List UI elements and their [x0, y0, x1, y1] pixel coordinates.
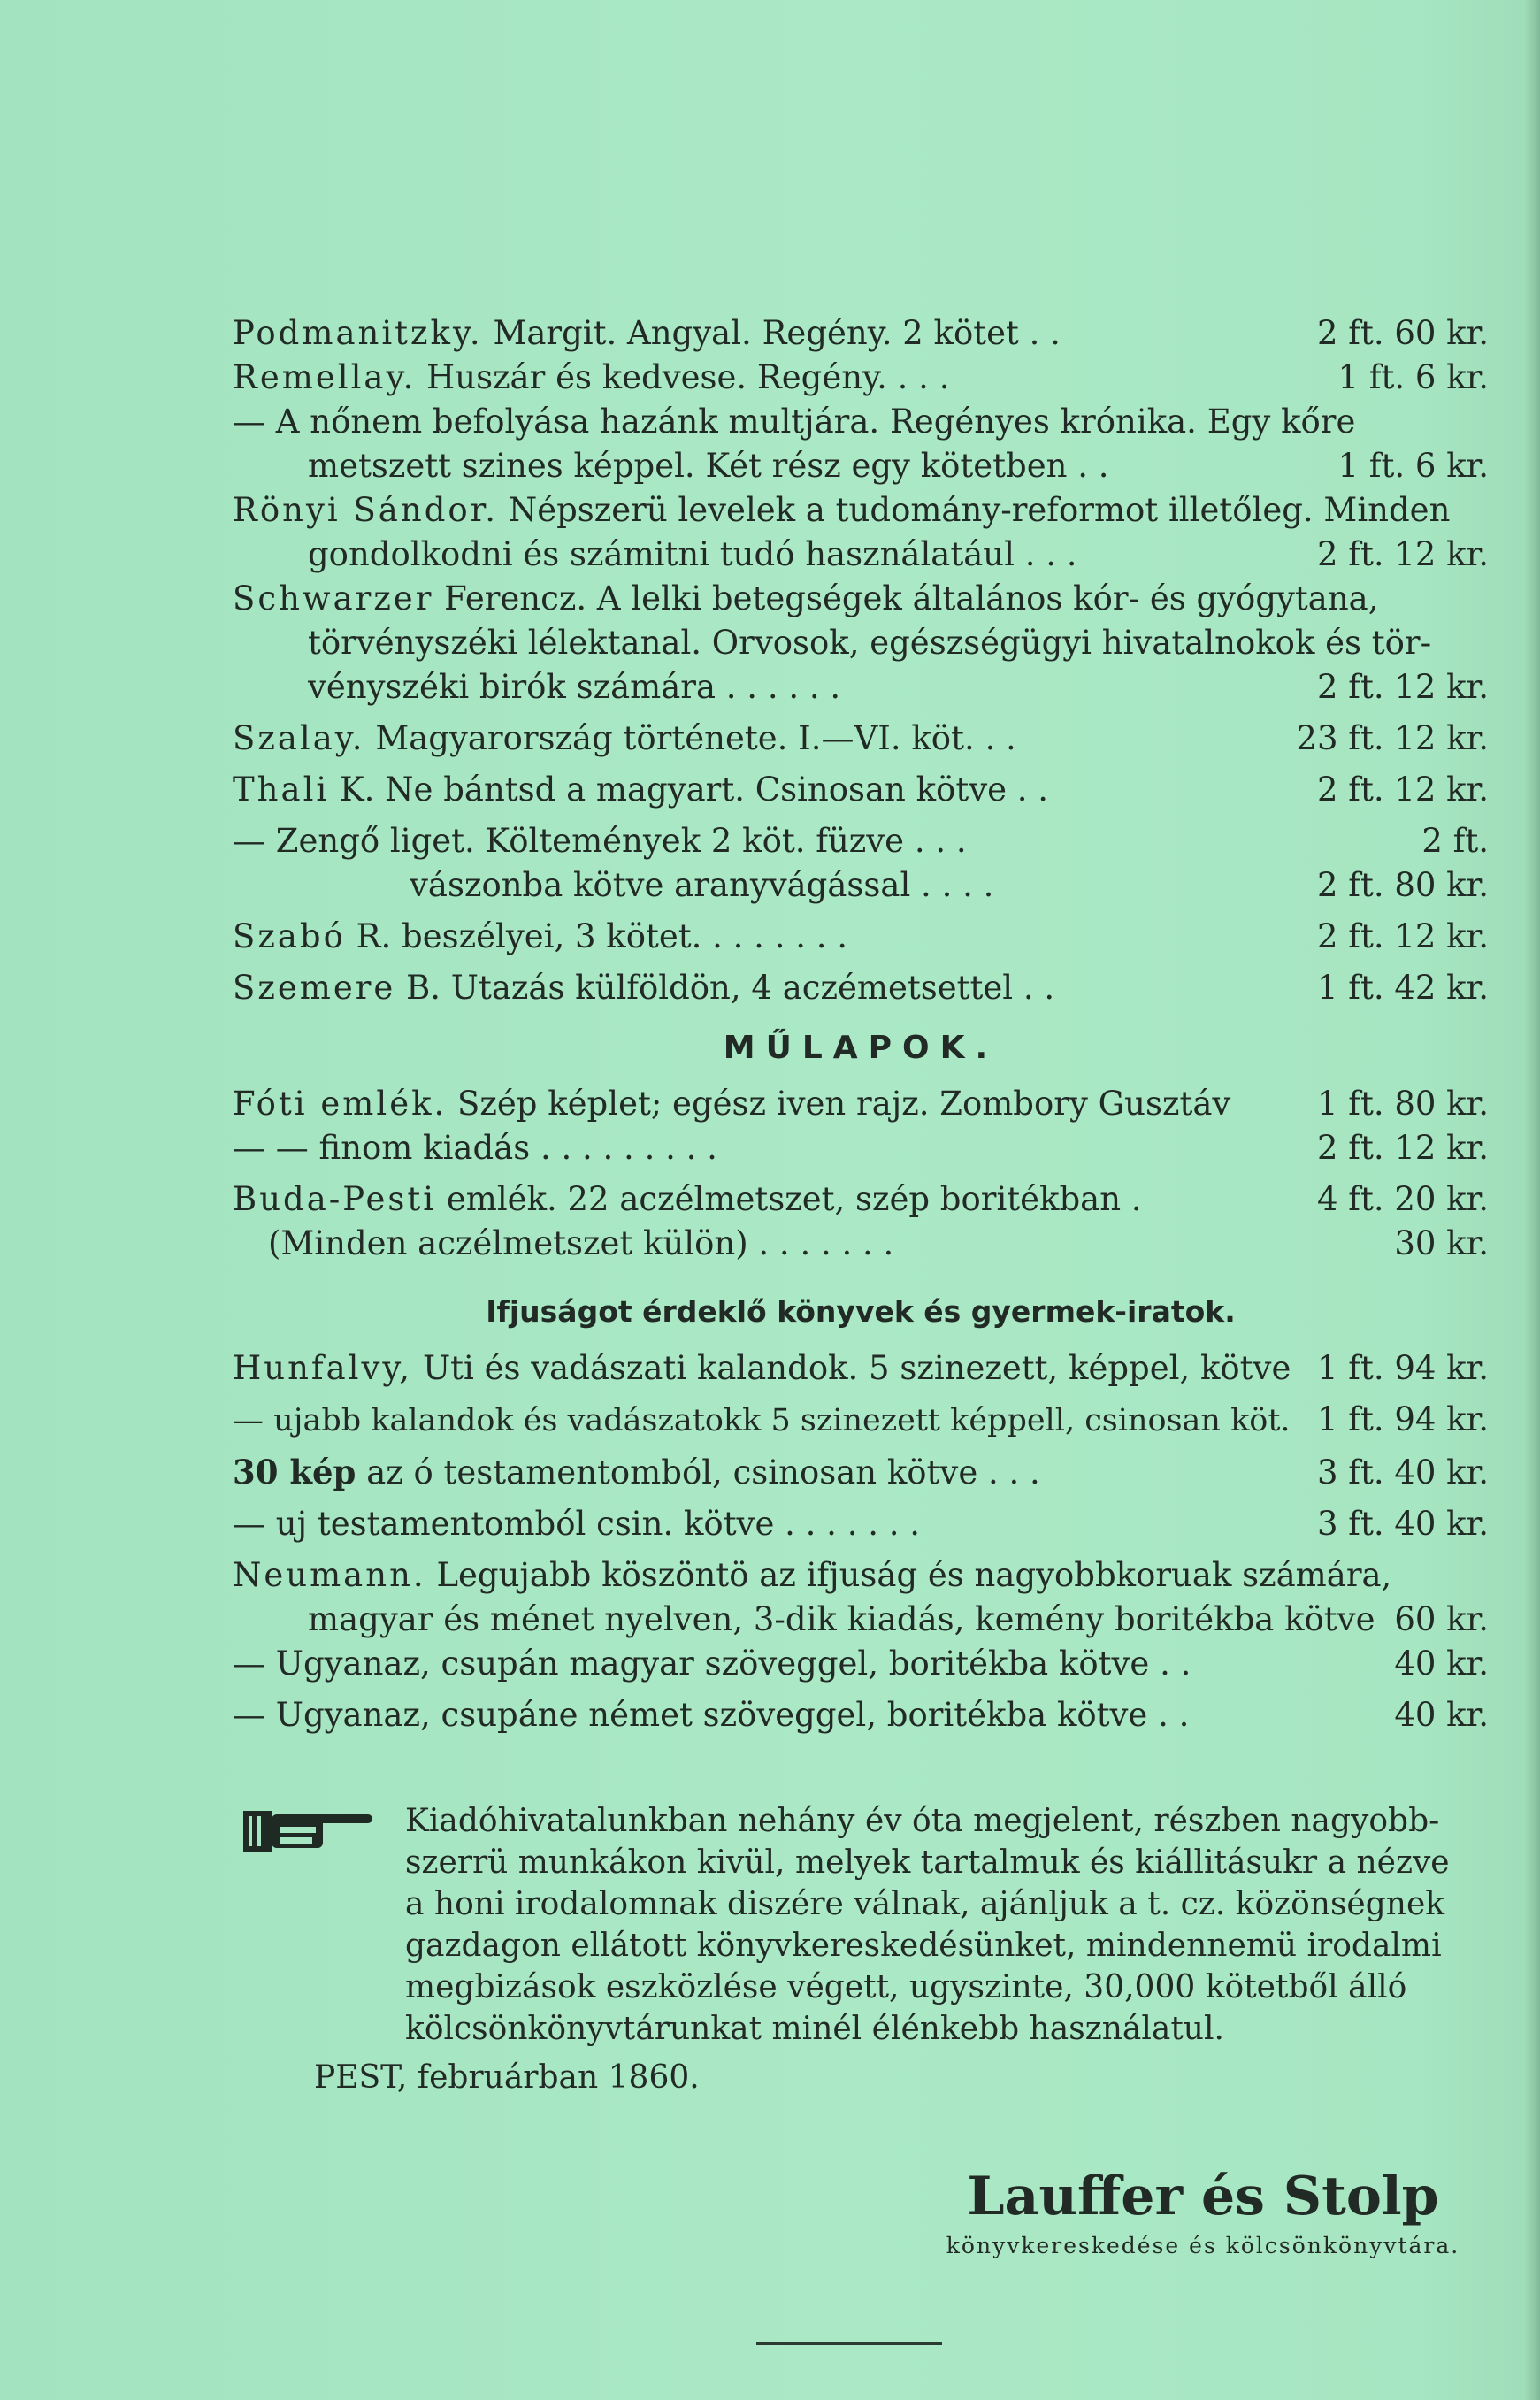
notice-line: kölcsönkönyvtárunkat minél élénkebb használatul. [405, 2011, 1224, 2047]
entry-author: Hunfalvy, [233, 1349, 413, 1387]
entry-title-continued: vászonba kötve aranyvágással . . . . [410, 866, 994, 904]
entry-bold-title: 30 kép [233, 1453, 356, 1491]
notice-line: szerrü munkákon kivül, melyek tartalmuk és kiállitásukr a nézve [405, 1844, 1450, 1881]
catalog-entry [233, 1177, 1489, 1222]
entry-title-continued: törvényszéki lélektanal. Orvosok, egészségügyi hivatalnokok és tör- [308, 624, 1432, 662]
entry-price: 1 ft. 42 kr. [1316, 969, 1489, 1007]
entry-author: Schwarzer [233, 579, 434, 617]
entry-price: 2 ft. [1421, 822, 1489, 860]
entry-title: B. Utazás külföldön, 4 aczémetsettel . . [406, 969, 1055, 1007]
catalog-entry [233, 1222, 1489, 1266]
entry-author: Thali [233, 771, 330, 809]
publisher-name: Lauffer és Stolp [967, 2166, 1439, 2227]
catalog-entry [233, 488, 1489, 577]
entry-price: 2 ft. 80 kr. [1316, 866, 1489, 904]
publisher-notice [233, 1800, 1489, 2050]
catalog-entry [233, 1450, 1489, 1495]
entry-title: az ó testamentomból, csinosan kötve . . . [366, 1453, 1040, 1491]
publisher-subtitle: könyvkereskedése és kölcsönkönyvtára. [946, 2233, 1460, 2258]
place-date: PEST, februárban 1860. [314, 2059, 700, 2096]
section-heading-mulapok: MŰLAPOK. [723, 1030, 999, 1066]
entry-title: — Ugyanaz, csupán magyar szöveggel, boritékba kötve . . [233, 1645, 1191, 1683]
entry-author: Rönyi Sándor. [233, 491, 499, 529]
catalog-entry [233, 577, 1489, 709]
entry-price: 2 ft. 12 kr. [1316, 668, 1489, 706]
catalog-entry [233, 966, 1489, 1010]
entry-price: 2 ft. 12 kr. [1316, 771, 1489, 809]
entry-author: Fóti emlék. [233, 1085, 448, 1123]
page-spine-shadow [1524, 0, 1540, 2400]
entry-price: 3 ft. 40 kr. [1316, 1453, 1489, 1491]
entry-title: (Minden aczélmetszet külön) . . . . . . . [268, 1224, 894, 1262]
entry-title: Magyarország története. I.—VI. köt. . . [375, 719, 1016, 757]
entry-price: 2 ft. 12 kr. [1316, 917, 1489, 955]
entry-author: Szabó [233, 917, 346, 955]
entry-author: Podmanitzky. [233, 314, 483, 352]
entry-title: — ujabb kalandok és vadászatokk 5 szinezett képpell, csinosan köt. [233, 1403, 1291, 1438]
notice-line: Kiadóhivatalunkban nehány év óta megjelent, részben nagyobb- [405, 1803, 1440, 1839]
entry-title-continued: gondolkodni és számitni tudó használatául . . . [308, 535, 1077, 573]
entry-price: 2 ft. 12 kr. [1316, 535, 1489, 573]
catalog-entry [233, 1082, 1489, 1126]
entry-price: 2 ft. 60 kr. [1316, 314, 1489, 352]
catalog-listing [233, 311, 1489, 1737]
catalog-entry [233, 1642, 1489, 1686]
catalog-entry [233, 311, 1489, 356]
entry-title: — A nőnem befolyása hazánk multjára. Regényes krónika. Egy kőre [233, 403, 1356, 441]
entry-title: — Ugyanaz, csupáne német szöveggel, boritékba kötve . . [233, 1696, 1190, 1734]
catalog-entry [233, 1693, 1489, 1737]
entry-author: Szemere [233, 969, 396, 1007]
entry-title: Népszerü levelek a tudomány-reformot illetőleg. Minden [508, 491, 1451, 529]
entry-author: Szalay. [233, 719, 365, 757]
notice-line: a honi irodalomnak diszére válnak, ajánljuk a t. cz. közönségnek [405, 1886, 1445, 1922]
entry-price: 40 kr. [1394, 1645, 1489, 1683]
entry-price: 2 ft. 12 kr. [1316, 1129, 1489, 1167]
entry-price: 1 ft. 94 kr. [1316, 1400, 1489, 1438]
entry-author: Buda-Pesti [233, 1180, 437, 1218]
entry-price: 40 kr. [1394, 1696, 1489, 1734]
entry-title-continued: metszett szines képpel. Két rész egy kötetben . . [308, 447, 1109, 485]
entry-price: 1 ft. 6 kr. [1337, 358, 1489, 396]
entry-title-continued: magyar és ménet nyelven, 3-dik kiadás, kemény boritékba kötve [308, 1600, 1375, 1638]
entry-title: Margit. Angyal. Regény. 2 kötet . . [493, 314, 1061, 352]
entry-title: — uj testamentomból csin. kötve . . . . . . . [233, 1505, 921, 1543]
divider-rule [756, 2342, 942, 2345]
catalog-entry [233, 768, 1489, 812]
entry-price: 4 ft. 20 kr. [1316, 1180, 1489, 1218]
entry-title: Szép képlet; egész iven rajz. Zombory Gusztáv [457, 1085, 1231, 1123]
entry-price: 60 kr. [1394, 1600, 1489, 1638]
entry-price: 30 kr. [1394, 1224, 1489, 1262]
notice-line: gazdagon ellátott könyvkereskedésünket, mindennemü irodalmi [405, 1928, 1442, 1964]
entry-price: 23 ft. 12 kr. [1296, 719, 1489, 757]
entry-title: — Zengő liget. Költemények 2 köt. füzve . . . [233, 822, 967, 860]
entry-price: 1 ft. 94 kr. [1316, 1349, 1489, 1387]
section-heading-youth: Ifjuságot érdeklő könyvek és gyermek-iratok. [486, 1294, 1236, 1329]
entry-author: Neumann. [233, 1556, 426, 1594]
entry-title-continued: vényszéki birók számára . . . . . . [308, 668, 841, 706]
entry-title: Ferencz. A lelki betegségek általános kór- és gyógytana, [444, 579, 1379, 617]
entry-title: Huszár és kedvese. Regény. . . . [425, 358, 950, 396]
catalog-entry [233, 1126, 1489, 1170]
publisher-signature [814, 2166, 1540, 2258]
entry-author: Remellay. [233, 358, 417, 396]
catalog-entry [233, 717, 1489, 761]
catalog-entry [233, 1553, 1489, 1642]
catalog-entry [233, 915, 1489, 959]
entry-title: R. beszélyei, 3 kötet. . . . . . . . [356, 917, 848, 955]
entry-title: — — finom kiadás . . . . . . . . . [233, 1129, 717, 1167]
catalog-entry [233, 819, 1489, 908]
pointing-hand-icon [241, 1800, 374, 1862]
catalog-entry [233, 400, 1489, 488]
entry-title: Legujabb köszöntö az ifjuság és nagyobbkoruak számára, [436, 1556, 1392, 1594]
catalog-entry [233, 1502, 1489, 1546]
entry-price: 3 ft. 40 kr. [1316, 1505, 1489, 1543]
entry-title: Uti és vadászati kalandok. 5 szinezett, képpel, kötve [422, 1349, 1291, 1387]
entry-price: 1 ft. 6 kr. [1337, 447, 1489, 485]
catalog-entry [233, 1398, 1489, 1443]
entry-title: emlék. 22 aczélmetszet, szép boritékban . [446, 1180, 1142, 1218]
catalog-entry [233, 1346, 1489, 1391]
entry-title: K. Ne bántsd a magyart. Csinosan kötve . . [340, 771, 1049, 809]
notice-line: megbizások eszközlése végett, ugyszinte, 30,000 kötetből álló [405, 1969, 1407, 2005]
entry-price: 1 ft. 80 kr. [1316, 1085, 1489, 1123]
catalog-entry [233, 356, 1489, 400]
